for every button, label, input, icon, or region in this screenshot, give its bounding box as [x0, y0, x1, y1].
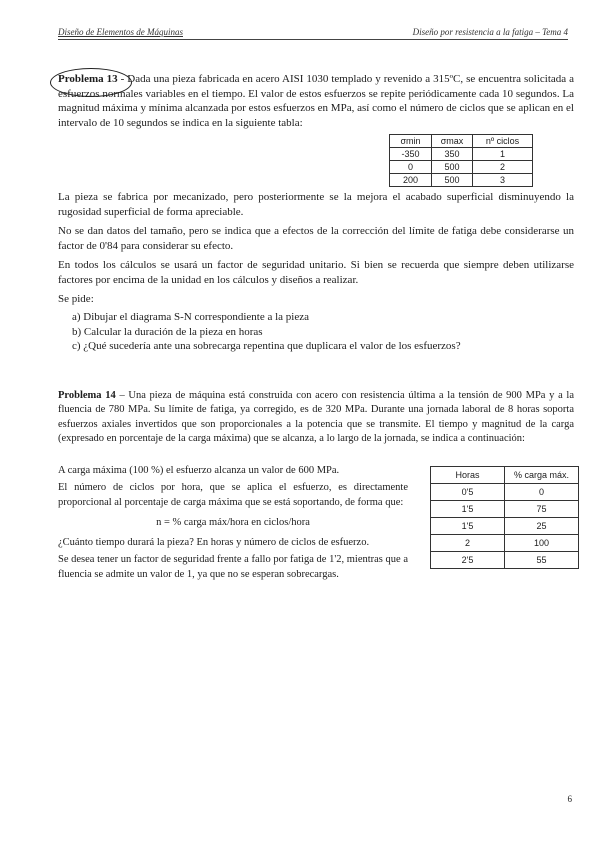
table-cell: 1'5 — [431, 518, 505, 535]
table-cell: 0'5 — [431, 484, 505, 501]
page-header — [58, 27, 568, 40]
table-cell: 2'5 — [431, 552, 505, 569]
problem-13-para-2: No se dan datos del tamaño, pero se indica que a efectos de la corrección del límite de fatiga debe considerarse un factor de 0'84 para considerar su efecto. — [58, 225, 574, 252]
problem-13-items — [58, 310, 574, 354]
page-number: 6 — [567, 794, 572, 804]
problem-14-para-2: El número de ciclos por hora, que se aplica el esfuerzo, es directamente proporcional al porcentaje de carga máxima que se está soportando, de forma que: — [58, 482, 408, 508]
table-cell: 0 — [505, 484, 579, 501]
table-cell: -350 — [390, 148, 432, 161]
problem-13-title: Problema 13 — [58, 73, 118, 85]
table-row — [390, 174, 533, 187]
problem-14-intro — [58, 389, 574, 446]
table-header: % carga máx. — [505, 467, 579, 484]
table-row — [431, 535, 579, 552]
problem-13-intro — [58, 72, 574, 130]
table-cell: 1'5 — [431, 501, 505, 518]
problem-13-asks: Se pide: — [58, 293, 94, 305]
table-cell: 500 — [432, 161, 473, 174]
table-cell: 100 — [505, 535, 579, 552]
table-header: Horas — [431, 467, 505, 484]
table-row — [390, 148, 533, 161]
table-cell: 500 — [432, 174, 473, 187]
table-row — [390, 161, 533, 174]
table-header-row — [431, 467, 579, 484]
problem-13-intro-text: - Dada una pieza fabricada en acero AISI 1030 templado y revenido a 315ºC, se encuentra solicitada a esfuerzos normales variables en el tiempo. El valor de estos esfuerzos se repite periódicamente cada 10 segundos. La magnitud máxima y mínima alcanzada por estos esfuerzos en MPa, así como el número de ciclos que se aplican en el intervalo de 10 segundos se indica en la siguiente tabla: — [58, 73, 575, 129]
table-cell: 2 — [431, 535, 505, 552]
load-table — [430, 466, 579, 569]
table-cell: 25 — [505, 518, 579, 535]
list-item: b) Calcular la duración de la pieza en horas — [72, 325, 263, 338]
table-cell: 0 — [390, 161, 432, 174]
table-cell: 1 — [473, 148, 533, 161]
table-cell: 55 — [505, 552, 579, 569]
table-row — [431, 484, 579, 501]
list-item: a) Dibujar el diagrama S-N correspondiente a la pieza — [72, 311, 310, 323]
table-header: σmax — [432, 135, 473, 148]
list-item: c) ¿Qué sucedería ante una sobrecarga repentina que duplicara el valor de los esfuerzos? — [72, 340, 461, 352]
problem-14-para-4: Se desea tener un factor de seguridad frente a fallo por fatiga de 1'2, mientras que a fluencia se admite un valor de 1, ya que no se esperan sobrecargas. — [58, 554, 408, 580]
problem-14-intro-text: – Una pieza de máquina está construida con acero con resistencia última a la tensión de 900 MPa y a la fluencia de 780 MPa. Su límite de fatiga, ya corregido, es de 320 MPa. Durante una jornada laboral de 8 horas soporta esfuerzos axiales invertidos que son proporcionales a la potencia que se transmite. El tiempo y magnitud de la carga (expresado en porcentaje de la carga máxima) que se alcanza, a lo largo de la jornada, se indica a continuación: — [58, 390, 574, 444]
problem-14-formula: n = % carga máx/hora en ciclos/hora — [156, 516, 310, 528]
table-row — [431, 552, 579, 569]
problem-14-body — [58, 464, 408, 582]
header-course-title: Diseño de Elementos de Máquinas — [58, 27, 183, 37]
table-cell: 200 — [390, 174, 432, 187]
table-header: σmin — [390, 135, 432, 148]
table-header: nº ciclos — [473, 135, 533, 148]
problem-13-para-3: En todos los cálculos se usará un factor de seguridad unitario. Si bien se recuerda que siempre deben utilizarse factores por encima de la unidad en los cálculos y diseños a realizar. — [58, 259, 574, 286]
table-row — [431, 501, 579, 518]
header-topic-title: Diseño por resistencia a la fatiga – Tema 4 — [412, 27, 568, 37]
problem-13-para-1: La pieza se fabrica por mecanizado, pero posteriormente se la mejora el acabado superficial disminuyendo la rugosidad superficial de forma apreciable. — [58, 191, 574, 218]
table-cell: 350 — [432, 148, 473, 161]
problem-14-title: Problema 14 — [58, 390, 116, 401]
problem-14-para-3: ¿Cuánto tiempo durará la pieza? En horas y número de ciclos de esfuerzo. — [58, 537, 370, 549]
table-header-row — [390, 135, 533, 148]
stress-table — [389, 134, 533, 187]
table-row — [431, 518, 579, 535]
table-cell: 75 — [505, 501, 579, 518]
table-cell: 3 — [473, 174, 533, 187]
problem-14-para-1: A carga máxima (100 %) el esfuerzo alcanza un valor de 600 MPa. — [58, 465, 340, 476]
table-cell: 2 — [473, 161, 533, 174]
